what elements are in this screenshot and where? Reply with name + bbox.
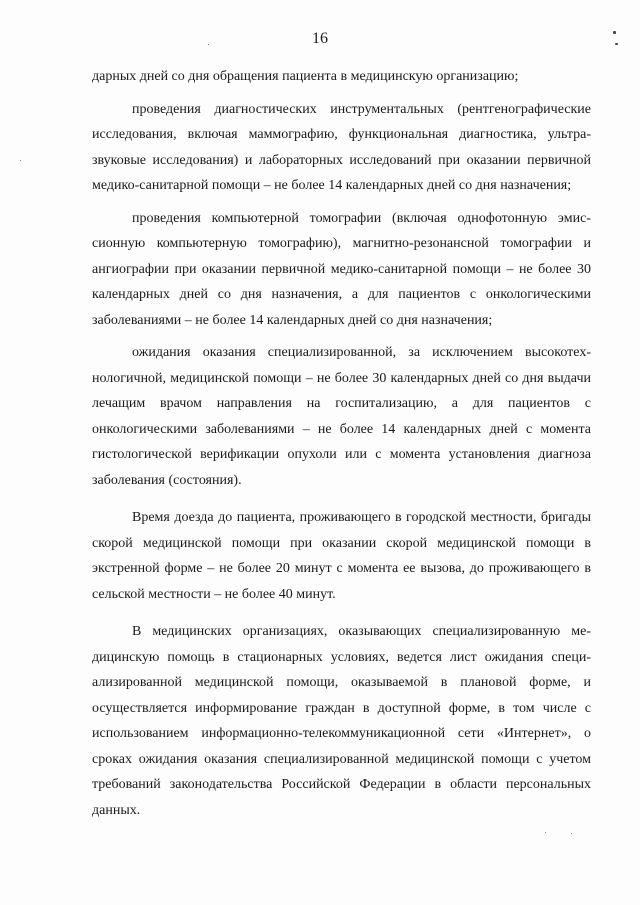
paragraph-tomography: проведения компьютерной томографии (включая однофотонную эмиссионную компьютерную томографию), магнитно-резонансной томографии и ангиографии при оказании первичной медико-санитарной помощи – не более 30 календарных дней со дня назначения, а для пациентов с онкологическими заболеваниями – не более 14 календарных дней со дня назначения; [92, 210, 591, 328]
scan-speck [208, 44, 209, 45]
paragraph-waiting-list: В медицинских организациях, оказывающих специализированную медицинскую помощь в стационарных условиях, ведется лист ожидания специализированной медицинской помощи, оказываемой в плановой форме, и осуществляется информирование граждан в доступной форме, в том числе с использованием информационно-телекоммуникационной сети «Интернет», о сроках ожидания оказания специализированной медицинской помощи с учетом требований законодательства Российской Федерации в области персональных данных. [92, 624, 591, 818]
paragraph-continuation: дарных дней со дня обращения пациента в медицинскую организацию; [92, 69, 519, 84]
page-number: 16 [312, 30, 328, 47]
scan-mark [613, 31, 616, 34]
scan-speck [20, 160, 21, 161]
document-body [92, 64, 591, 823]
scan-mark [615, 43, 618, 45]
scan-speck [545, 832, 546, 833]
paragraph-ambulance-time: Время доезда до пациента, проживающего в городской местности, бригады скорой медицинской помощи при оказании скорой медицинской помощи в экстренной форме – не более 20 минут с момента ее вызова, до проживающего в сельской местности – не более 40 минут. [92, 510, 591, 602]
paragraph-diagnostics: проведения диагностических инструментальных (рентгенографические исследования, включая маммографию, функциональная диагностика, ультразвуковые исследования) и лабораторных исследований при оказании первичной медико-санитарной помощи – не более 14 календарных дней со дня назначения; [92, 101, 591, 193]
scan-speck [571, 833, 572, 834]
paragraph-specialized-care: ожидания оказания специализированной, за исключением высокотехнологичной, медицинской помощи – не более 30 календарных дней со дня выдачи лечащим врачом направления на госпитализацию, а для пациентов с онкологическими заболеваниями – не более 14 календарных дней с момента гистологической верификации опухоли или с момента установления диагноза заболевания (состояния). [92, 345, 591, 488]
